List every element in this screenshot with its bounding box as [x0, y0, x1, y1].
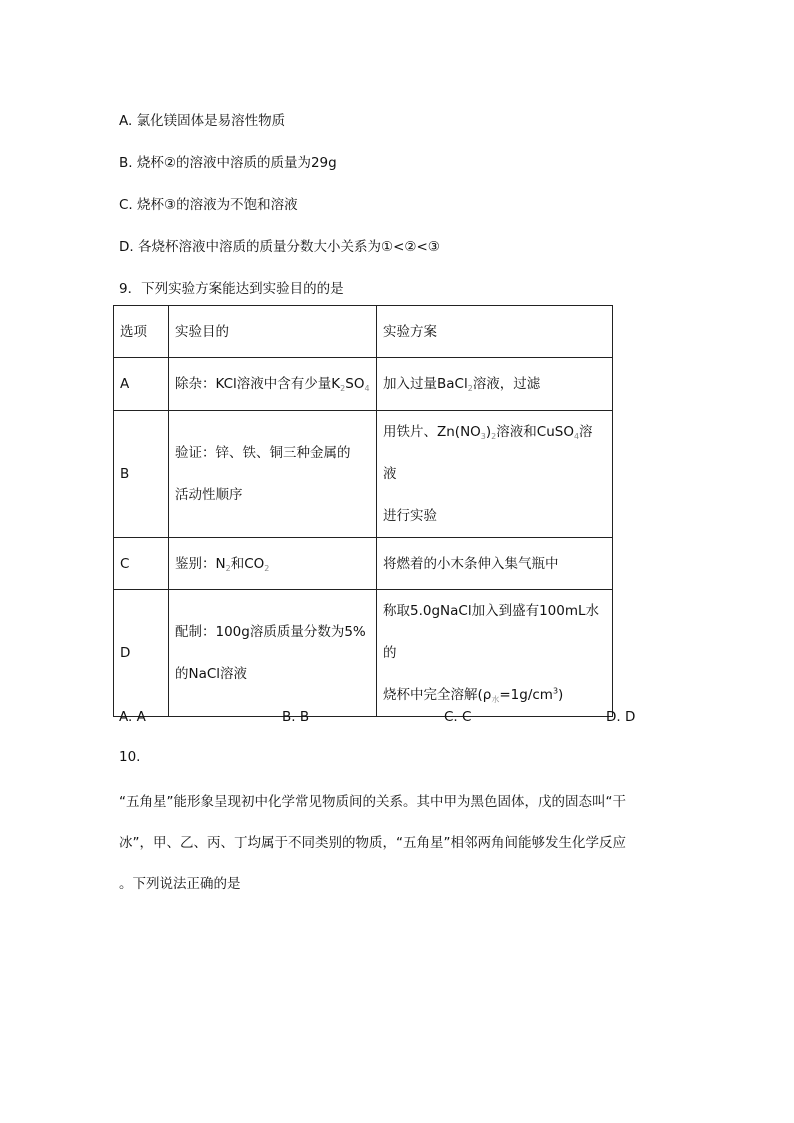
header-cell: 选项: [114, 306, 169, 358]
choice-a: A. A: [119, 709, 146, 725]
option-b: B. 烧杯②的溶液中溶质的质量为29g: [119, 155, 337, 171]
goal-cell: 配制：100g溶质质量分数为5% 的NaCl溶液: [169, 590, 377, 717]
option-cell: B: [114, 411, 169, 538]
table-row: [114, 411, 613, 538]
header-cell: 实验方案: [377, 306, 613, 358]
plan-cell: 称取5.0gNaCl加入到盛有100mL水的 烧杯中完全溶解$(\rho_水=1g/cm^3)$: [377, 590, 613, 717]
option-c: C. 烧杯③的溶液为不饱和溶液: [119, 197, 298, 213]
question-10-line: 冰”，甲、乙、丙、丁均属于不同类别的物质，“五角星”相邻两角间能够发生化学反应: [119, 835, 626, 851]
plan-cell: 加入过量BaCl$_2$溶液，过滤: [377, 358, 613, 411]
choice-c: C. C: [444, 709, 472, 725]
choice-d: D. D: [606, 709, 636, 725]
table-row: [114, 590, 613, 717]
goal-cell: 除杂：KCl溶液中含有少量$K_2SO_4$: [169, 358, 377, 411]
option-d: D. 各烧杯溶液中溶质的质量分数大小关系为①<②<③: [119, 239, 440, 255]
option-cell: C: [114, 538, 169, 590]
header-cell: 实验目的: [169, 306, 377, 358]
table-row: [114, 538, 613, 590]
table-header-row: [114, 306, 613, 358]
option-cell: D: [114, 590, 169, 717]
experiment-table: [113, 305, 613, 717]
question-10-line: “五角星”能形象呈现初中化学常见物质间的关系。其中甲为黑色固体，戊的固态叫“干: [119, 794, 626, 810]
plan-cell: 用铁片、$Zn(NO_3)_2$溶液和CuSO$_4$溶液 进行实验: [377, 411, 613, 538]
choice-b: B. B: [282, 709, 310, 725]
option-a: A. 氯化镁固体是易溶性物质: [119, 113, 286, 129]
goal-cell: 验证：锌、铁、铜三种金属的 活动性顺序: [169, 411, 377, 538]
table-row: [114, 358, 613, 411]
question-10-number: 10.: [119, 749, 141, 765]
option-cell: A: [114, 358, 169, 411]
goal-cell: 鉴别：$N_2$和$CO_2$: [169, 538, 377, 590]
question-10-line: 。下列说法正确的是: [119, 876, 241, 892]
plan-cell: 将燃着的小木条伸入集气瓶中: [377, 538, 613, 590]
question-9-stem: 9．下列实验方案能达到实验目的的是: [119, 281, 344, 297]
